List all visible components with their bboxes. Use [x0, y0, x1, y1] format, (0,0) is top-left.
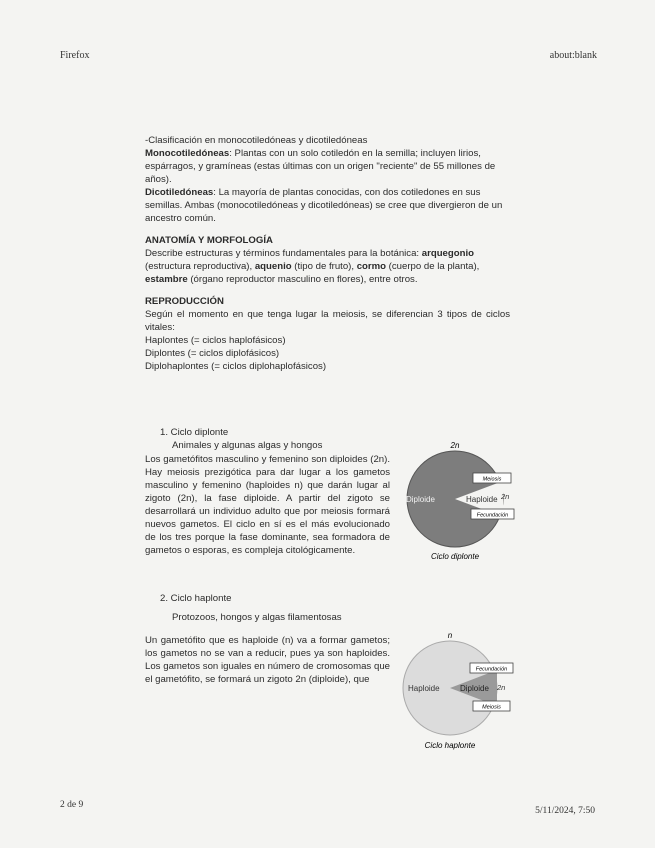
diplonte-title: 1. Ciclo diplonte: [160, 427, 229, 438]
diplonte-inner-label: Haploide: [466, 495, 498, 504]
anatomia-text-5: (órgano reproductor masculino en flores), entre otros.: [187, 274, 418, 285]
anatomia-text-2: (estructura reproductiva),: [145, 261, 255, 272]
diplonte-diagram: [400, 436, 525, 566]
haplonte-top-label: n: [447, 631, 453, 640]
list-item: Diplontes (= ciclos diplofásicos): [145, 348, 280, 359]
haplonte-diagram: [400, 628, 525, 756]
browser-name: Firefox: [60, 50, 90, 61]
term-estambre: estambre: [145, 274, 188, 285]
diplonte-top-label: 2n: [450, 441, 460, 450]
list-item: Haplontes (= ciclos haplofásicos): [145, 335, 286, 346]
term-arquegonio: arquegonio: [421, 248, 474, 259]
haplonte-caption: Ciclo haplonte: [424, 741, 476, 750]
mono-text: : Plantas con un solo cotiledón en la semilla; incluyen lirios, espárragos, y gramíneas (estas últimas con un origen "reciente" de 55 millones de años).: [145, 148, 496, 185]
anatomia-text-1: Describe estructuras y términos fundamentales para la botánica:: [145, 248, 422, 259]
anatomia-text-3: (tipo de fruto),: [291, 261, 357, 272]
document-body: [145, 134, 510, 373]
list-item: Diplohaplontes (= ciclos diplohaplofásicos): [145, 361, 327, 372]
haplonte-side-label: 2n: [497, 683, 506, 692]
print-datetime: 5/11/2024, 7:50: [535, 806, 595, 816]
term-cormo: cormo: [356, 261, 387, 272]
dico-term: Dicotiledóneas: [145, 187, 214, 198]
page-number: 2 de 9: [60, 800, 84, 810]
haplonte-title: 2. Ciclo haplonte: [160, 593, 232, 604]
anatomia-heading: ANATOMÍA Y MORFOLOGÍA: [145, 235, 273, 246]
fecundacion-label: Fecundación: [475, 666, 508, 673]
haplonte-inner-label: Diploide: [460, 684, 489, 693]
diplonte-side-label: 2n: [501, 492, 510, 501]
dico-paragraph: [145, 186, 510, 225]
anatomia-text-4: (cuerpo de la planta),: [386, 261, 480, 272]
mono-term: Monocotiledóneas: [145, 148, 230, 159]
anatomia-paragraph: [145, 247, 510, 286]
diplonte-caption: Ciclo diplonte: [430, 552, 480, 561]
page-url: about:blank: [549, 50, 597, 61]
haplonte-text: Un gametófito que es haploide (n) va a formar gametos; los gametos no se van a reducir, pues ya son haploides. Los gametos son iguales en número de cromosomas que el gametófito, se formará un zigoto 2n (diploide), que: [145, 635, 390, 685]
meiosis-label: Meiosis: [482, 476, 502, 483]
mono-paragraph: [145, 147, 510, 186]
dico-text: : La mayoría de plantas conocidas, con dos cotiledones en sus semillas. Ambas (monocotiledóneas y dicotiledóneas) se cree que divergieron de un ancestro común.: [145, 187, 503, 224]
reproduccion-heading: REPRODUCCIÓN: [145, 296, 224, 307]
reproduccion-intro: Según el momento en que tenga lugar la meiosis, se diferencian 3 tipos de ciclos vitales:: [145, 309, 510, 333]
haplonte-main-label: Haploide: [408, 684, 440, 693]
diplonte-text: Los gametófitos masculino y femenino son diploides (2n). Hay meiosis prezigótica para dar lugar a los gametos masculino y femenino (haploides n) que darán lugar al zigoto (2n), la fase diploide. A partir del zigoto se desarrollará un individuo adulto que por meiosis formará nuevos gametos. El ciclo en sí es el más evolucionado de los tres porque la fase dominante, sea formadora de gametos o esporas, es compleja citológicamente.: [145, 454, 390, 556]
intro-line: -Clasificación en monocotiledóneas y dicotiledóneas: [145, 135, 368, 146]
diplonte-subtitle: Animales y algunas algas y hongos: [172, 440, 323, 451]
haplonte-subtitle: Protozoos, hongos y algas filamentosas: [172, 612, 342, 623]
meiosis-label: Meiosis: [482, 704, 501, 711]
diplonte-main-label: Diploide: [406, 495, 435, 504]
fecundacion-label: Fecundación: [476, 512, 509, 519]
term-aquenio: aquenio: [254, 261, 292, 272]
